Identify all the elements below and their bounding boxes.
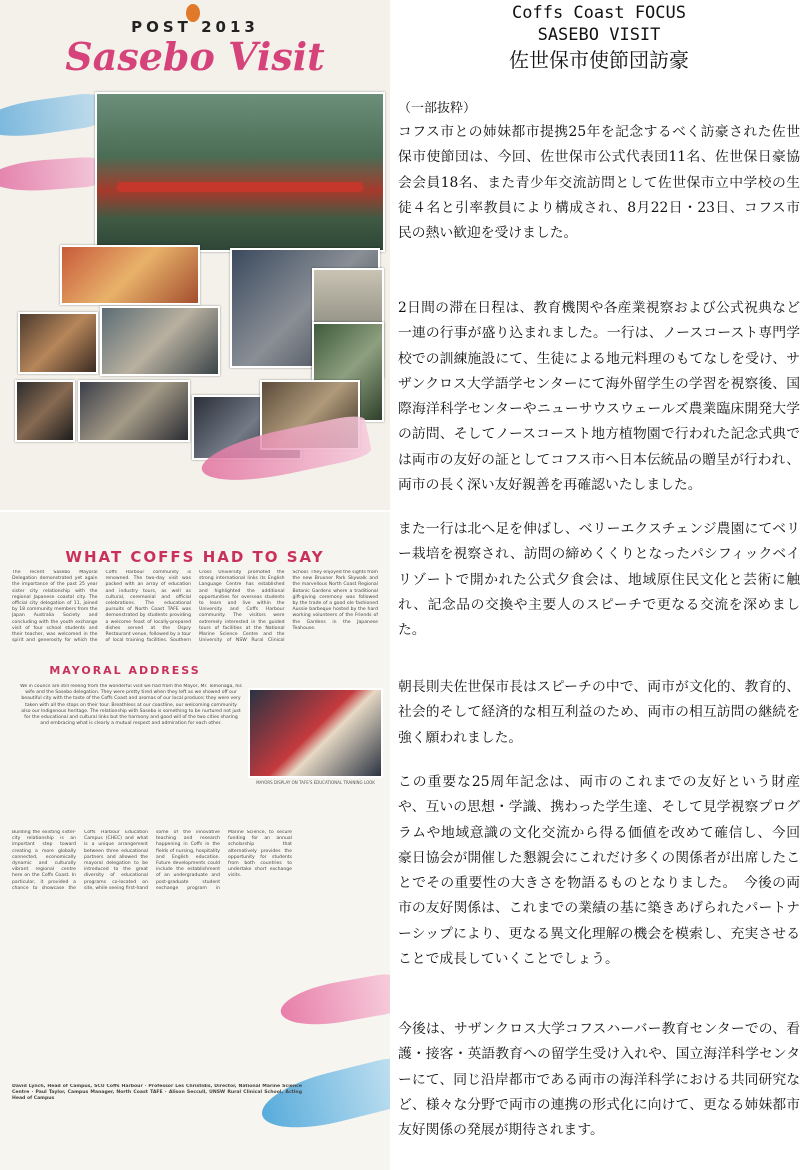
sasebo-visit-title: Sasebo Visit — [65, 34, 325, 79]
mayoral-address-heading: MAYORAL ADDRESS — [49, 664, 201, 677]
signatures: David Lynch, Head of Campus, SCU Coffs Harbour · Professor Les Christidis, Director, National Marine Science Centre · Paul Taylor, Campus Manager, North Coast TAFE · Alison Seccull, UNSW Rural Clinical School, Acting Head of Campus — [12, 1084, 302, 1102]
what-coffs-had-to-say-text: The recent Sasebo Mayoral Delegation demonstrated yet again the importance of the past 25 year sister city relationship with the regional Japanese coastal city. The official city delegation of 11, joined by 18 community members from the Japan Australia Society and concluding with the youth exchange visit of four school students and their teacher, was welcomed in the spirit and generosity for which the Coffs Harbour community is renowned. The two-day visit was packed with an array of education and industry tours, as well as cultural, ceremonial and official celebrations. The educational pursuits of North Coast TAFE was demonstrated by students providing a welcome feast of locally-prepared dishes served at the Ospry Restaurant venue, followed by a tour of local training facilities. Southern Cross University promoted the strong international links its English Language Centre has established and highlighted the additional opportunities for overseas students to learn and live within the University and Coffs Harbour community. The visitors were extremely interested in the guided tours of facilities at the National Marine Science Centre and the University of NSW Rural Clinical School. They enjoyed the sights from the new Bruxner Park Skywalk and the marvellous North Coast Regional Botanic Gardens where a traditional gift-giving ceremony was followed by the trade of a good ole fashioned Aussie barbeque hosted by the hard working volunteers of the Friends of the Gardens in the Japanese Teahouse. — [12, 570, 378, 644]
photo-lecture — [100, 306, 220, 376]
magazine-scan-bottom — [0, 512, 390, 1170]
photo-guests — [18, 312, 98, 374]
post-2013-label: POST 2013 — [131, 18, 259, 36]
article-heading-focus: Coffs Coast FOCUS — [512, 3, 686, 23]
article-paragraph-2: 2日間の滞在日程は、教育機関や各産業視察および公式祝典など一連の行事が盛り込まれました。一行は、ノースコースト専門学校での訓練施設にて、生徒による地元料理のもてなしを受け、サザンクロス大学語学センターにて海外留学生の学習を視察後、国際海洋科学センターやニューサウスウェールズ農業臨床開発大学の訪問、そしてノースコースト地方植物園で行われた記念式典では両市の友好の証としてコフス市へ日本伝統品の贈呈が行われ、両市の長く深い友好親善を再確認いたしました。 — [398, 300, 800, 494]
group-photo-bridge — [95, 92, 385, 252]
koi-streamer-icon — [0, 156, 101, 194]
article-heading-japanese: 佐世保市使節団訪豪 — [509, 48, 689, 72]
article-paragraph-6: 今後は、サザンクロス大学コフスハーバー教育センターでの、看護・接客・英語教育への留学生受け入れや、国立海洋科学センターにて、同じ沿岸都市である両市の海洋科学における共同研究など、様々な分野で両市の連携の形式化に向けて、更なる姉妹都市友好関係の発展が期待されます。 — [398, 1021, 800, 1139]
mayors-photo — [248, 688, 383, 778]
excerpt-note: （一部抜粋） — [398, 101, 477, 116]
photo-performer — [15, 380, 75, 442]
article-paragraph-1: コフス市との姉妹都市提携25年を記念するべく訪豪された佐世保市使節団は、今回、佐世保市公式代表団11名、佐世保日豪協会会員18名、また青少年交流訪問として佐世保市立中学校の生徒４名と引率教員により構成され、8月22日・23日、コフス市民の熱い歓迎を受けました。 — [398, 124, 800, 242]
article-paragraph-4: 朝長則夫佐世保市長はスピーチの中で、両市が文化的、教育的、社会的そして経済的な相互利益のため、両市の相互訪問の継続を強く願われました。 — [398, 679, 800, 746]
koi-streamer-icon — [0, 92, 102, 142]
koi-streamer-icon — [277, 972, 390, 1032]
mayoral-address-text: We in council are still reeling from the wonderful visit we had from the Mayor, Mr. Tomonaga, his wife and the Sasebo delegation. They were pretty tired when they left as we showed off our beautiful city with the taste of the Coffs Coast and aromas of our local produce; they were very taken with all the stops on their tour. Breathless at our coastline, our welcoming community also our Indigenous heritage. The relationship with Sasebo is something to be nurtured not just for the educational and cultural links but the harmony and good will of the two cities sharing and embracing what is clearly a mutual respect and admiration for each other. — [20, 684, 242, 727]
red-bridge-shape — [117, 182, 363, 192]
photo-women — [60, 245, 200, 305]
photo-dinner — [78, 380, 190, 442]
article-paragraph-3: また一行は北へ足を伸ばし、ベリーエクスチェンジ農園にてベリー栽培を視察され、訪問の締めくくりとなったパシフィックベイリゾートで開かれた公式夕食会は、地域原住民文化と芸術に触れ、記念品の交換や主要人のスピーチで更なる交流を深めました。 — [398, 521, 800, 639]
article-heading-visit: SASEBO VISIT — [537, 25, 661, 45]
magazine-scan-top — [0, 0, 390, 510]
article-paragraph-5: この重要な25周年記念は、両市のこれまでの友好という財産や、互いの思想・学識、携わった学生達、そして見学視察プログラムや地域意識の文化交流から得る価値を改めて確信し、今回 豪日協会が開催した懇親会にこれだけ多くの関係者が出席したことでその重要性の大きさを物語るものとなりました。 今後の両市の友好関係は、これまでの業績の基に築きあげられたパートナーシップにより、更なる異文化理解の機会を模索し、充実させることで成長していくことでしょう。 — [398, 774, 800, 968]
partners-text: Building the existing sister-city relationship is an important step toward creating a more globally connected, economically dynamic and culturally vibrant regional centre here on the Coffs Coast. In particular, it provided a chance to showcase the Coffs Harbour Education Campus (CHEC) and what is a unique arrangement between three educational partners and allowed the mayoral delegation to be introduced to the great diversity of educational programs co-located on site, while seeing first-hand some of the innovative teaching and research happening in Coffs in the fields of nursing, hospitality and English education. Future developments could include the establishment of an undergraduate and post-graduate student exchange program in Marine Science, to secure funding for an annual scholarship that alternatively provides the opportunity for students from both countries to undertake short exchange visits. — [12, 830, 292, 891]
what-coffs-had-to-say-heading: WHAT COFFS HAD TO SAY — [65, 548, 325, 566]
mayors-photo-caption: MAYORS DISPLAY ON TAFE'S EDUCATIONAL TRAINING LOOK — [256, 780, 375, 785]
article-column — [398, 0, 800, 1170]
